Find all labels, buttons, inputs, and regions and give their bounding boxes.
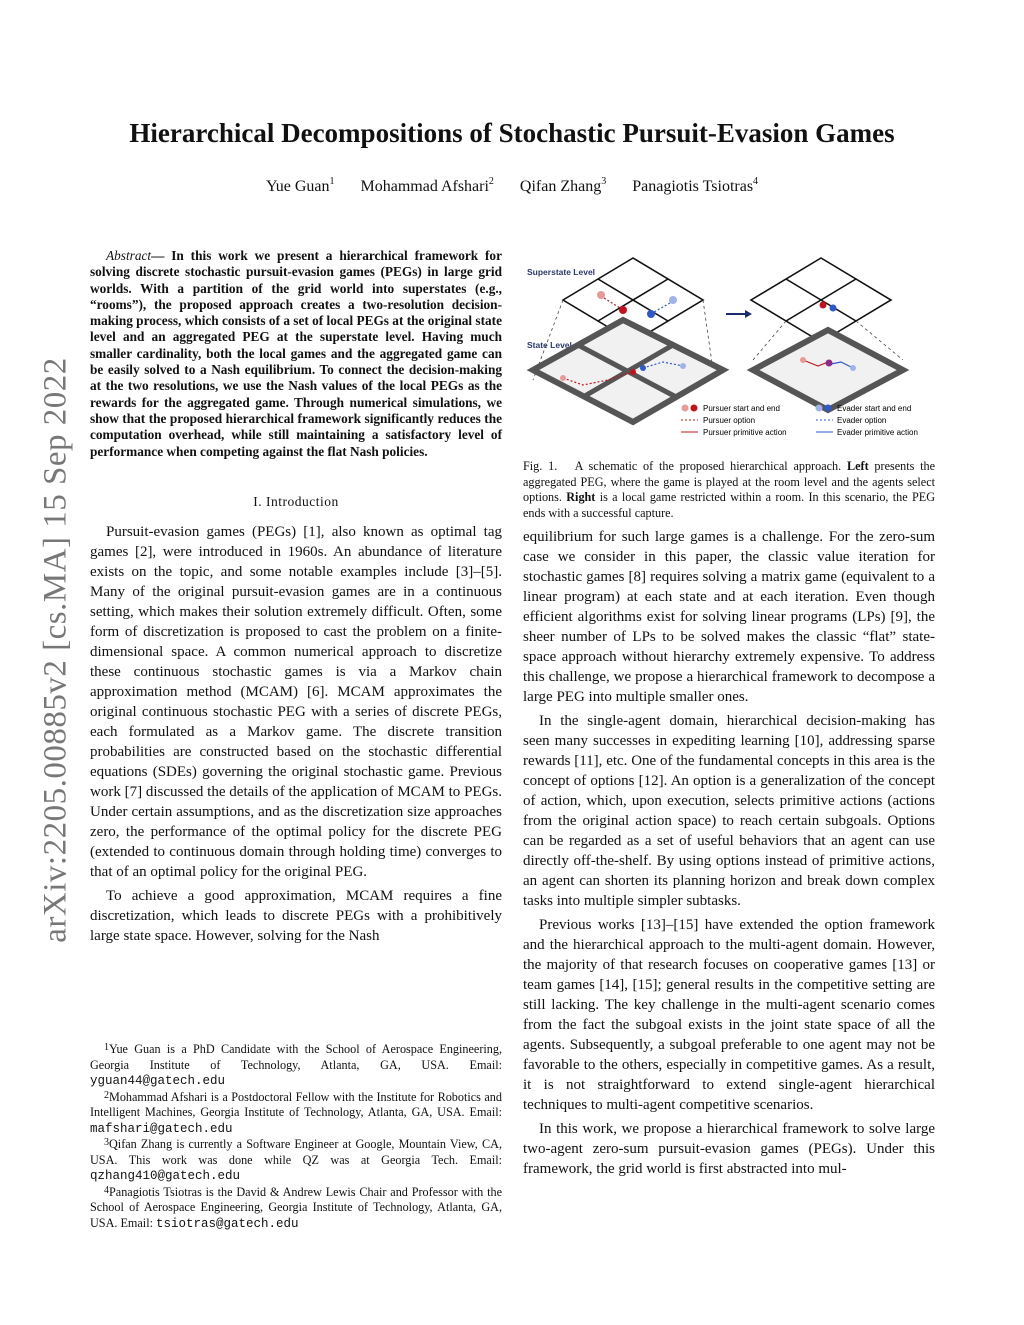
legend-item: Pursuer start and end (703, 404, 780, 413)
state-label: State Level (527, 340, 572, 350)
arxiv-stamp (26, 340, 86, 960)
email-link[interactable]: yguan44@gatech.edu (90, 1074, 226, 1088)
body-paragraph: In the single-agent domain, hierarchical decision-making has seen many successes in expediting learning [10], addressing sparse rewards [11], etc. One of the fundamental concepts in this area is the concept of options [12]. An option is a generalization of the concept of action, which, upon execution, selects primitive actions (actions from the original action space) to reach certain subgoals. Options can be regarded as a set of useful behaviors that an agent can use directly off-the-shelf. By using options instead of primitive actions, an agent can shorten its planning horizon and break down complex tasks into multiple simpler subtasks. (523, 713, 935, 909)
arxiv-stamp-text: arXiv:2205.00885v2 [cs.MA] 15 Sep 2022 (37, 357, 74, 943)
intro-paragraph-1: Pursuit-evasion games (PEGs) [1], also known as optimal tag games [2], were introduced in 1960s. An abundance of literature exists on the topic, and some notable examples include [3]–[5]. Many of the original pursuit-evasion games are in a continuous setting, which makes their solution extremely difficult. Often, some form of discretization is proposed to cast the problem on a finite-dimensional space. A common numerical approach to discretize these continuous stochastic games is via a Markov chain approximation method (MCAM) [6]. MCAM approximates the original continuous stochastic PEG with a series of discrete PEGs, each formulated as a Markov game. The discrete transition probabilities are constructed based on the stochastic differential equations (SDEs) governing the original stochastic game. Previous work [7] discussed the details of the application of MCAM to PEGs. Under certain assumptions, and as the discretization size approaches zero, the performance of the optimal policy for the discrete PEG (extended to continuous domain through holding time) converges to that of an optimal policy for the original PEG. (90, 523, 502, 880)
hierarchy-schematic (523, 250, 935, 442)
superstate-label: Superstate Level (527, 267, 596, 277)
abstract-text: — In this work we present a hierarchical framework for solving discrete stochastic pursuit-evasion games (PEGs) in large grid worlds. With a partition of the grid world into superstates (e.g., “rooms”), the proposed approach creates a two-resolution decision-making process, which consists of a set of local PEGs at the original state level and an aggregated PEG at the superstate level. Having much smaller cardinality, both the local games and the aggregated game can be easily solved to a Nash equilibrium. To connect the decision-making at the two resolutions, we use the Nash values of the local PEGs as the rewards for the aggregated game. Through numerical simulations, we show that the proposed hierarchical framework significantly reduces the computation overhead, while still maintaining a satisfactory level of performance when competing against the flat Nash policies. (90, 248, 502, 459)
paper-title: Hierarchical Decompositions of Stochastic Pursuit-Evasion Games (129, 118, 895, 148)
email-link[interactable]: tsiotras@gatech.edu (156, 1216, 299, 1231)
abstract (90, 248, 502, 460)
author: Panagiotis Tsiotras$^4$ (632, 176, 759, 195)
intro-paragraph-2: To achieve a good approximation, MCAM requires a fine discretization, which leads to discrete PEGs with a prohibitively large state space. However, solving for the Nash (90, 887, 502, 944)
state-grid-right (753, 330, 903, 410)
figure-1 (523, 250, 936, 520)
right-column-text (523, 527, 935, 1179)
transition-arrow (726, 310, 752, 318)
legend-item: Evader primitive action (837, 428, 918, 437)
email-link[interactable]: qzhang410@gatech.edu (90, 1169, 241, 1183)
footnotes (90, 1042, 502, 1232)
superstate-grid-right (751, 258, 891, 342)
legend-item: Evader option (837, 416, 887, 425)
footnote: $^3$Qifan Zhang is currently a Software Engineer at Google, Mountain View, CA, USA. This work was done while QZ was at Georgia Tech. Email: qzhang410@gatech.edu (90, 1137, 502, 1183)
author: Yue Guan$^1$ (265, 176, 335, 195)
figure-caption: Fig. 1. A schematic of the proposed hierarchical approach. Left presents the aggregated PEG, where the game is played at the room level and the agents select options. Right is a local game restricted within a room. In this scenario, the PEG ends with a successful capture. (523, 459, 936, 520)
abstract-label: Abstract (106, 248, 152, 263)
author: Qifan Zhang$^3$ (519, 176, 607, 195)
author-list (0, 178, 1024, 196)
body-paragraph: In this work, we propose a hierarchical framework to solve large two-agent zero-sum pursuit-evasion games (PEGs). Under this framework, the grid world is first abstracted into mul- (523, 1121, 935, 1177)
footnote: $^2$Mohammad Afshari is a Postdoctoral Fellow with the Institute for Robotics and Intelligent Machines, Georgia Institute of Technology, Atlanta, GA, USA. Email: mafshari@gatech.edu (90, 1089, 502, 1136)
left-column (90, 248, 502, 946)
legend-item: Evader start and end (837, 404, 912, 413)
footnote: $^4$Panagiotis Tsiotras is the David & Andrew Lewis Chair and Professor with the School of Aerospace Engineering, Georgia Institute of Technology, Atlanta, GA, USA. Email: tsiotras@gatech.edu (90, 1184, 502, 1231)
figure-legend (681, 404, 918, 437)
email-link[interactable]: mafshari@gatech.edu (90, 1121, 233, 1136)
section-heading: I. Introduction (253, 493, 339, 509)
body-paragraph: Previous works [13]–[15] have extended the option framework and the hierarchical approach to the multi-agent domain. However, the majority of that research focuses on cooperative games [13] or team games [14], [15]; general results in the competitive setting are still lacking. The key challenge in the multi-agent scenario comes from the fact the subgoal exists in the joint state space of all the agents. Subsequently, a subgoal preferable to one agent may not be favorable to the others, especially in competitive games. As a result, it is not straightforward to extend single-agent hierarchical techniques to multi-agent competitive scenarios. (523, 917, 935, 1113)
legend-item: Pursuer primitive action (703, 428, 787, 437)
legend-item: Pursuer option (703, 416, 756, 425)
footnote: $^1$Yue Guan is a PhD Candidate with the School of Aerospace Engineering, Georgia Institute of Technology, Atlanta, GA, USA. Email: yguan44@gatech.edu (90, 1042, 502, 1088)
author: Mohammad Afshari$^2$ (360, 176, 494, 195)
body-paragraph: equilibrium for such large games is a challenge. For the zero-sum case we consider in this paper, the classic value iteration for stochastic games [8] requires solving a matrix game (equivalent to a linear program) at each state and at each iteration. Even though efficient algorithms exist for solving linear programs (LPs) [9], the sheer number of LPs to be solved makes the classic “flat” state-space approach without hierarchy extremely expensive. To address this challenge, we propose a hierarchical framework to decompose a large PEG into multiple smaller ones. (523, 529, 935, 705)
